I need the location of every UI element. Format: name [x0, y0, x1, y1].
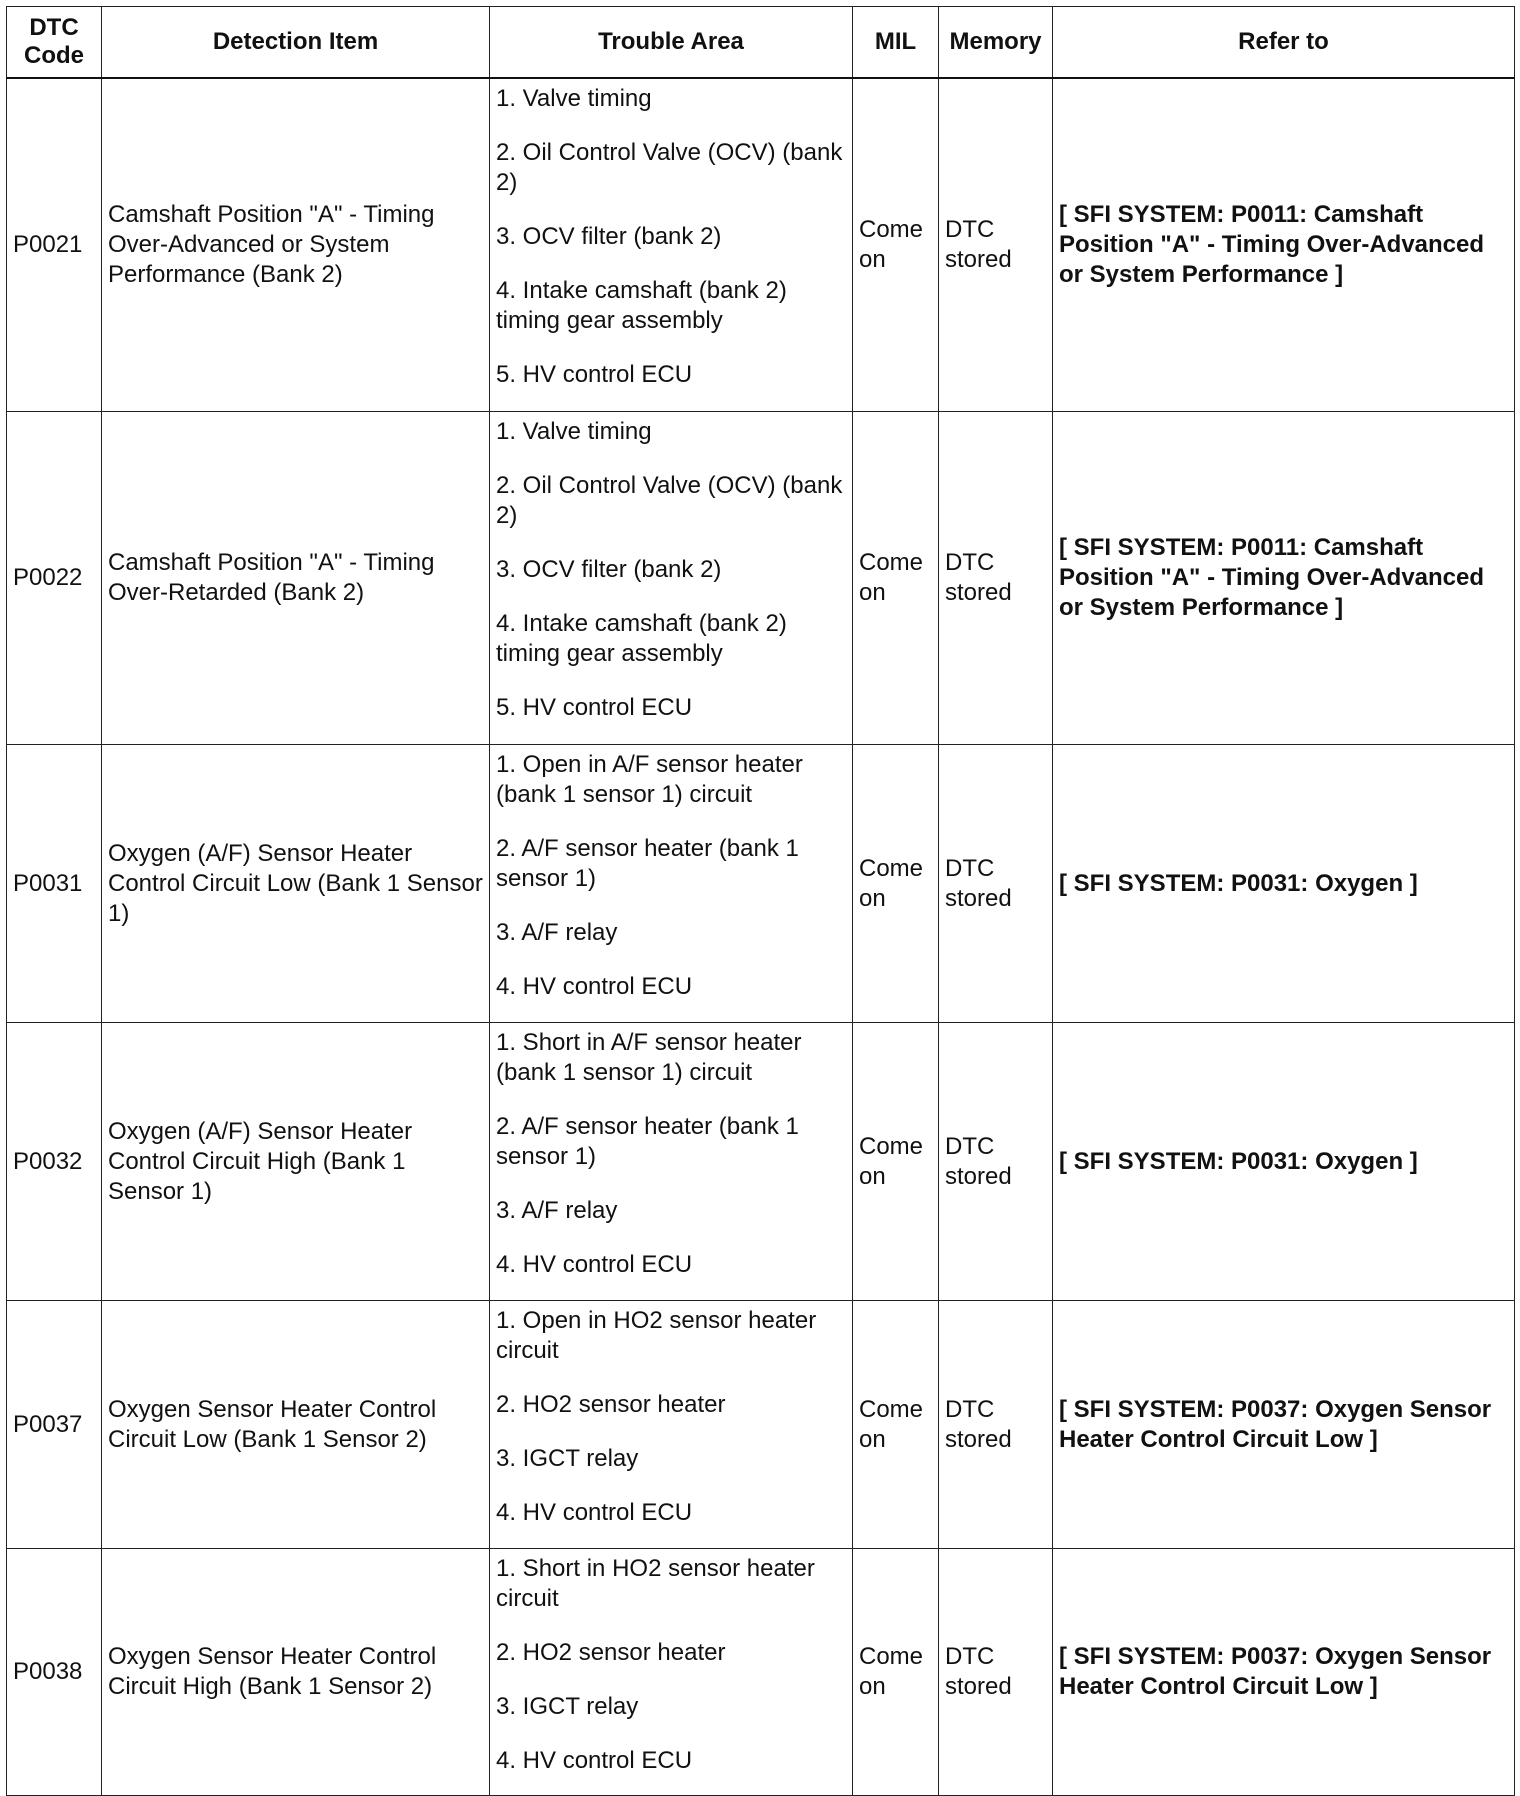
trouble-area — [490, 745, 853, 1023]
mil-status: Come on — [853, 1549, 939, 1796]
memory-status: DTC stored — [939, 1301, 1053, 1549]
table-row — [7, 412, 1515, 745]
table-header-row — [7, 7, 1515, 79]
header-refer-to: Refer to — [1053, 7, 1515, 79]
trouble-item: 2. Oil Control Valve (OCV) (bank 2) — [496, 472, 843, 529]
trouble-area — [490, 1023, 853, 1301]
trouble-item: 2. HO2 sensor heater — [496, 1391, 726, 1418]
trouble-item: 4. Intake camshaft (bank 2) timing gear assembly — [496, 610, 787, 667]
detection-item: Oxygen Sensor Heater Control Circuit Low (Bank 1 Sensor 2) — [102, 1301, 490, 1549]
header-dtc-code: DTC Code — [7, 7, 102, 79]
trouble-item: 1. Open in HO2 sensor heater circuit — [496, 1307, 817, 1364]
trouble-item: 1. Valve timing — [496, 85, 652, 112]
table-row — [7, 78, 1515, 412]
trouble-item: 1. Short in A/F sensor heater (bank 1 sensor 1) circuit — [496, 1029, 802, 1086]
trouble-item: 4. Intake camshaft (bank 2) timing gear assembly — [496, 277, 787, 334]
memory-status: DTC stored — [939, 412, 1053, 745]
mil-status: Come on — [853, 1023, 939, 1301]
trouble-item: 4. HV control ECU — [496, 1499, 693, 1526]
mil-status: Come on — [853, 1301, 939, 1549]
header-trouble-area: Trouble Area — [490, 7, 853, 79]
trouble-item: 3. IGCT relay — [496, 1693, 639, 1720]
header-mil: MIL — [853, 7, 939, 79]
detection-item: Oxygen Sensor Heater Control Circuit High (Bank 1 Sensor 2) — [102, 1549, 490, 1796]
trouble-area — [490, 412, 853, 745]
memory-status: DTC stored — [939, 1549, 1053, 1796]
detection-item: Oxygen (A/F) Sensor Heater Control Circuit High (Bank 1 Sensor 1) — [102, 1023, 490, 1301]
trouble-item: 5. HV control ECU — [496, 694, 693, 721]
trouble-item: 3. OCV filter (bank 2) — [496, 223, 722, 250]
trouble-item: 3. IGCT relay — [496, 1445, 639, 1472]
trouble-area — [490, 1549, 853, 1796]
detection-item: Oxygen (A/F) Sensor Heater Control Circuit Low (Bank 1 Sensor 1) — [102, 745, 490, 1023]
refer-to-link[interactable]: [ SFI SYSTEM: P0037: Oxygen Sensor Heater Control Circuit Low ] — [1053, 1549, 1515, 1796]
dtc-code: P0032 — [7, 1023, 102, 1301]
trouble-item: 3. OCV filter (bank 2) — [496, 556, 722, 583]
refer-to-link[interactable]: [ SFI SYSTEM: P0011: Camshaft Position "A" - Timing Over-Advanced or System Performance ] — [1053, 78, 1515, 412]
table-row — [7, 1301, 1515, 1549]
trouble-item: 4. HV control ECU — [496, 1251, 693, 1278]
trouble-item: 2. A/F sensor heater (bank 1 sensor 1) — [496, 835, 799, 892]
trouble-item: 4. HV control ECU — [496, 973, 693, 1000]
dtc-code: P0031 — [7, 745, 102, 1023]
table-row — [7, 1023, 1515, 1301]
memory-status: DTC stored — [939, 745, 1053, 1023]
trouble-item: 2. HO2 sensor heater — [496, 1639, 726, 1666]
refer-to-link[interactable]: [ SFI SYSTEM: P0011: Camshaft Position "A" - Timing Over-Advanced or System Performance ] — [1053, 412, 1515, 745]
dtc-code: P0022 — [7, 412, 102, 745]
detection-item: Camshaft Position "A" - Timing Over-Advanced or System Performance (Bank 2) — [102, 78, 490, 412]
trouble-item: 3. A/F relay — [496, 919, 618, 946]
memory-status: DTC stored — [939, 1023, 1053, 1301]
trouble-item: 1. Short in HO2 sensor heater circuit — [496, 1555, 815, 1612]
dtc-code: P0037 — [7, 1301, 102, 1549]
header-memory: Memory — [939, 7, 1053, 79]
trouble-item: 4. HV control ECU — [496, 1747, 693, 1774]
refer-to-link[interactable]: [ SFI SYSTEM: P0031: Oxygen ] — [1053, 745, 1515, 1023]
trouble-item: 1. Valve timing — [496, 418, 652, 445]
header-detection-item: Detection Item — [102, 7, 490, 79]
trouble-item: 5. HV control ECU — [496, 361, 693, 388]
memory-status: DTC stored — [939, 78, 1053, 412]
mil-status: Come on — [853, 745, 939, 1023]
trouble-area — [490, 78, 853, 412]
dtc-code: P0021 — [7, 78, 102, 412]
refer-to-link[interactable]: [ SFI SYSTEM: P0031: Oxygen ] — [1053, 1023, 1515, 1301]
mil-status: Come on — [853, 78, 939, 412]
mil-status: Come on — [853, 412, 939, 745]
dtc-code: P0038 — [7, 1549, 102, 1796]
trouble-item: 2. Oil Control Valve (OCV) (bank 2) — [496, 139, 843, 196]
refer-to-link[interactable]: [ SFI SYSTEM: P0037: Oxygen Sensor Heater Control Circuit Low ] — [1053, 1301, 1515, 1549]
detection-item: Camshaft Position "A" - Timing Over-Retarded (Bank 2) — [102, 412, 490, 745]
trouble-area — [490, 1301, 853, 1549]
table-row — [7, 1549, 1515, 1796]
table-row — [7, 745, 1515, 1023]
trouble-item: 1. Open in A/F sensor heater (bank 1 sensor 1) circuit — [496, 751, 803, 808]
trouble-item: 2. A/F sensor heater (bank 1 sensor 1) — [496, 1113, 799, 1170]
dtc-table — [6, 6, 1515, 1796]
trouble-item: 3. A/F relay — [496, 1197, 618, 1224]
